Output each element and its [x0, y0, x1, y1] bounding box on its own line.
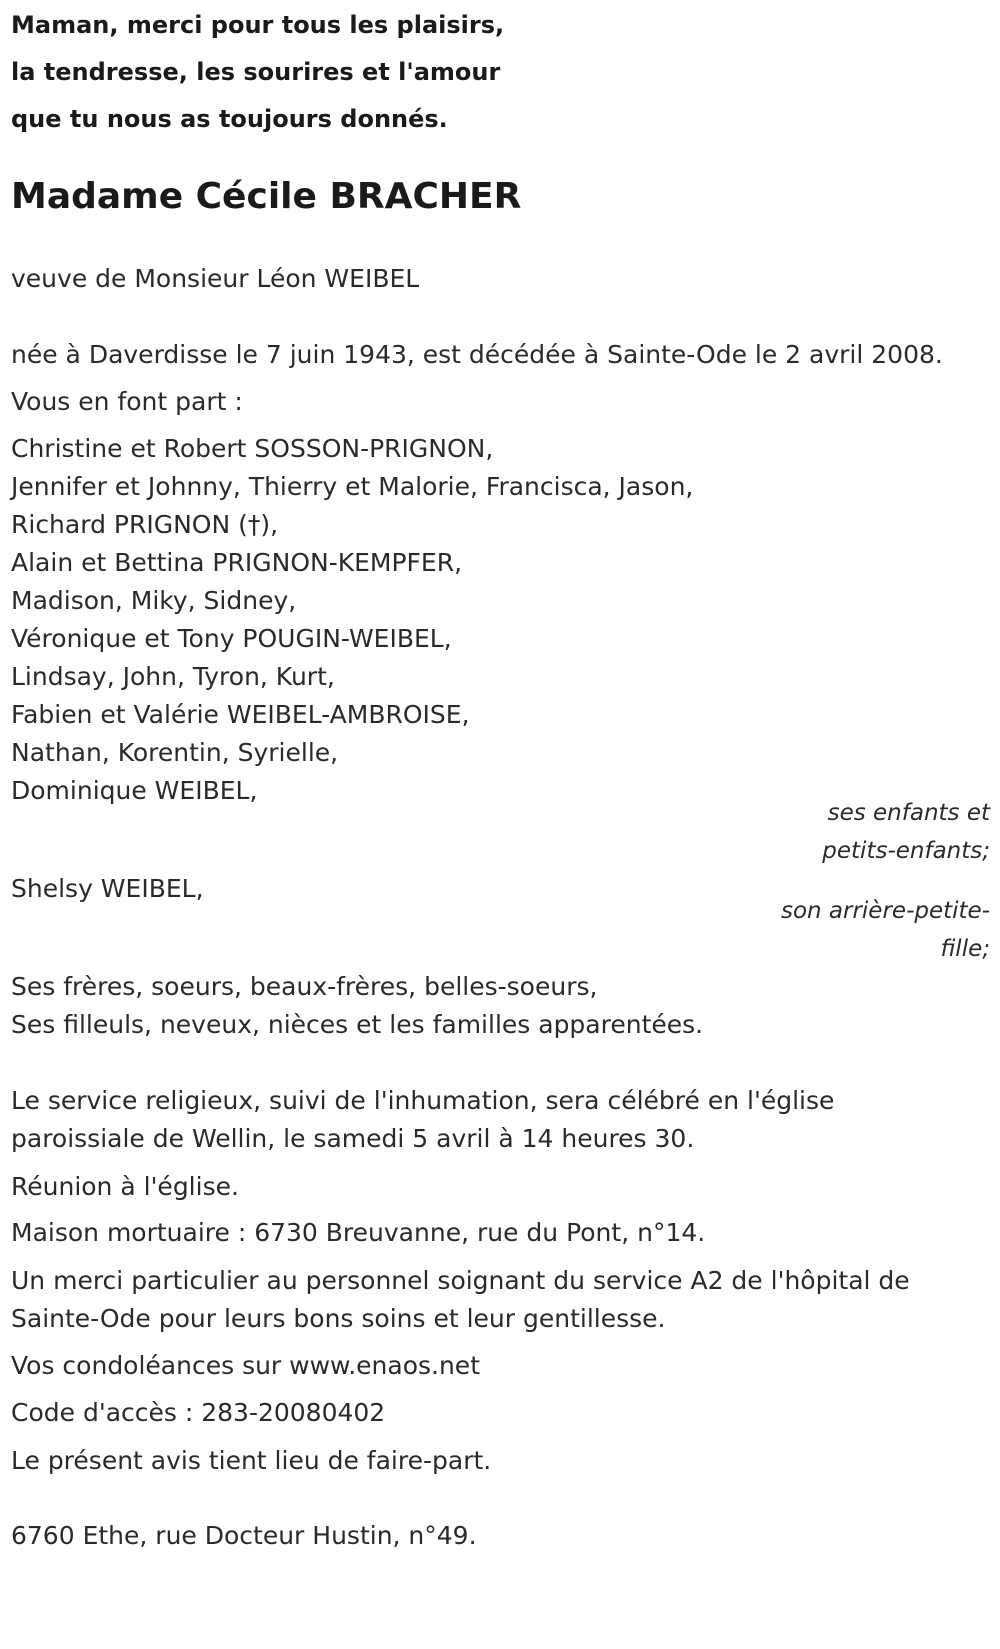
family-role-line-1: ses enfants et: [827, 800, 990, 826]
announce-line: Vous en font part :: [11, 387, 243, 416]
family-line: Nathan, Korentin, Syrielle,: [11, 738, 339, 767]
condolences-line: Vos condoléances sur www.enaos.net: [11, 1351, 480, 1380]
service-line-1: Le service religieux, suivi de l'inhumation, sera célébré en l'église: [11, 1086, 835, 1115]
great-grandchild-role-line-2: fille;: [940, 936, 990, 962]
family-line: Fabien et Valérie WEIBEL-AMBROISE,: [11, 700, 470, 729]
family-line: Christine et Robert SOSSON-PRIGNON,: [11, 434, 494, 463]
access-code-line: Code d'accès : 283-20080402: [11, 1398, 386, 1427]
birth-death-line: née à Daverdisse le 7 juin 1943, est décédée à Sainte-Ode le 2 avril 2008.: [11, 340, 943, 369]
deceased-name: Madame Cécile BRACHER: [11, 176, 522, 217]
family-line: Dominique WEIBEL,: [11, 776, 258, 805]
family-line: Madison, Miky, Sidney,: [11, 586, 297, 615]
family-line: Alain et Bettina PRIGNON-KEMPFER,: [11, 548, 463, 577]
meeting-line: Réunion à l'église.: [11, 1172, 239, 1201]
thanks-line-2: Sainte-Ode pour leurs bons soins et leur gentillesse.: [11, 1304, 666, 1333]
widow-line: veuve de Monsieur Léon WEIBEL: [11, 264, 420, 293]
funeral-home-line: Maison mortuaire : 6730 Breuvanne, rue du Pont, n°14.: [11, 1218, 706, 1247]
great-grandchild-role-line-1: son arrière-petite-: [780, 898, 990, 924]
relatives-line-1: Ses frères, soeurs, beaux-frères, belles-soeurs,: [11, 972, 598, 1001]
family-line: Jennifer et Johnny, Thierry et Malorie, Francisca, Jason,: [11, 472, 694, 501]
quote-line-3: que tu nous as toujours donnés.: [11, 105, 448, 133]
address-line: 6760 Ethe, rue Docteur Hustin, n°49.: [11, 1521, 477, 1550]
service-line-2: paroissiale de Wellin, le samedi 5 avril à 14 heures 30.: [11, 1124, 695, 1153]
family-line: Lindsay, John, Tyron, Kurt,: [11, 662, 335, 691]
relatives-line-2: Ses filleuls, neveux, nièces et les familles apparentées.: [11, 1010, 704, 1039]
great-grandchild-line: Shelsy WEIBEL,: [11, 874, 204, 903]
family-role-line-2: petits-enfants;: [822, 838, 990, 864]
quote-line-1: Maman, merci pour tous les plaisirs,: [11, 11, 505, 39]
family-line: Richard PRIGNON (†),: [11, 510, 279, 539]
family-line: Véronique et Tony POUGIN-WEIBEL,: [11, 624, 452, 653]
notice-line: Le présent avis tient lieu de faire-part.: [11, 1446, 492, 1475]
thanks-line-1: Un merci particulier au personnel soignant du service A2 de l'hôpital de: [11, 1266, 910, 1295]
quote-line-2: la tendresse, les sourires et l'amour: [11, 58, 501, 86]
